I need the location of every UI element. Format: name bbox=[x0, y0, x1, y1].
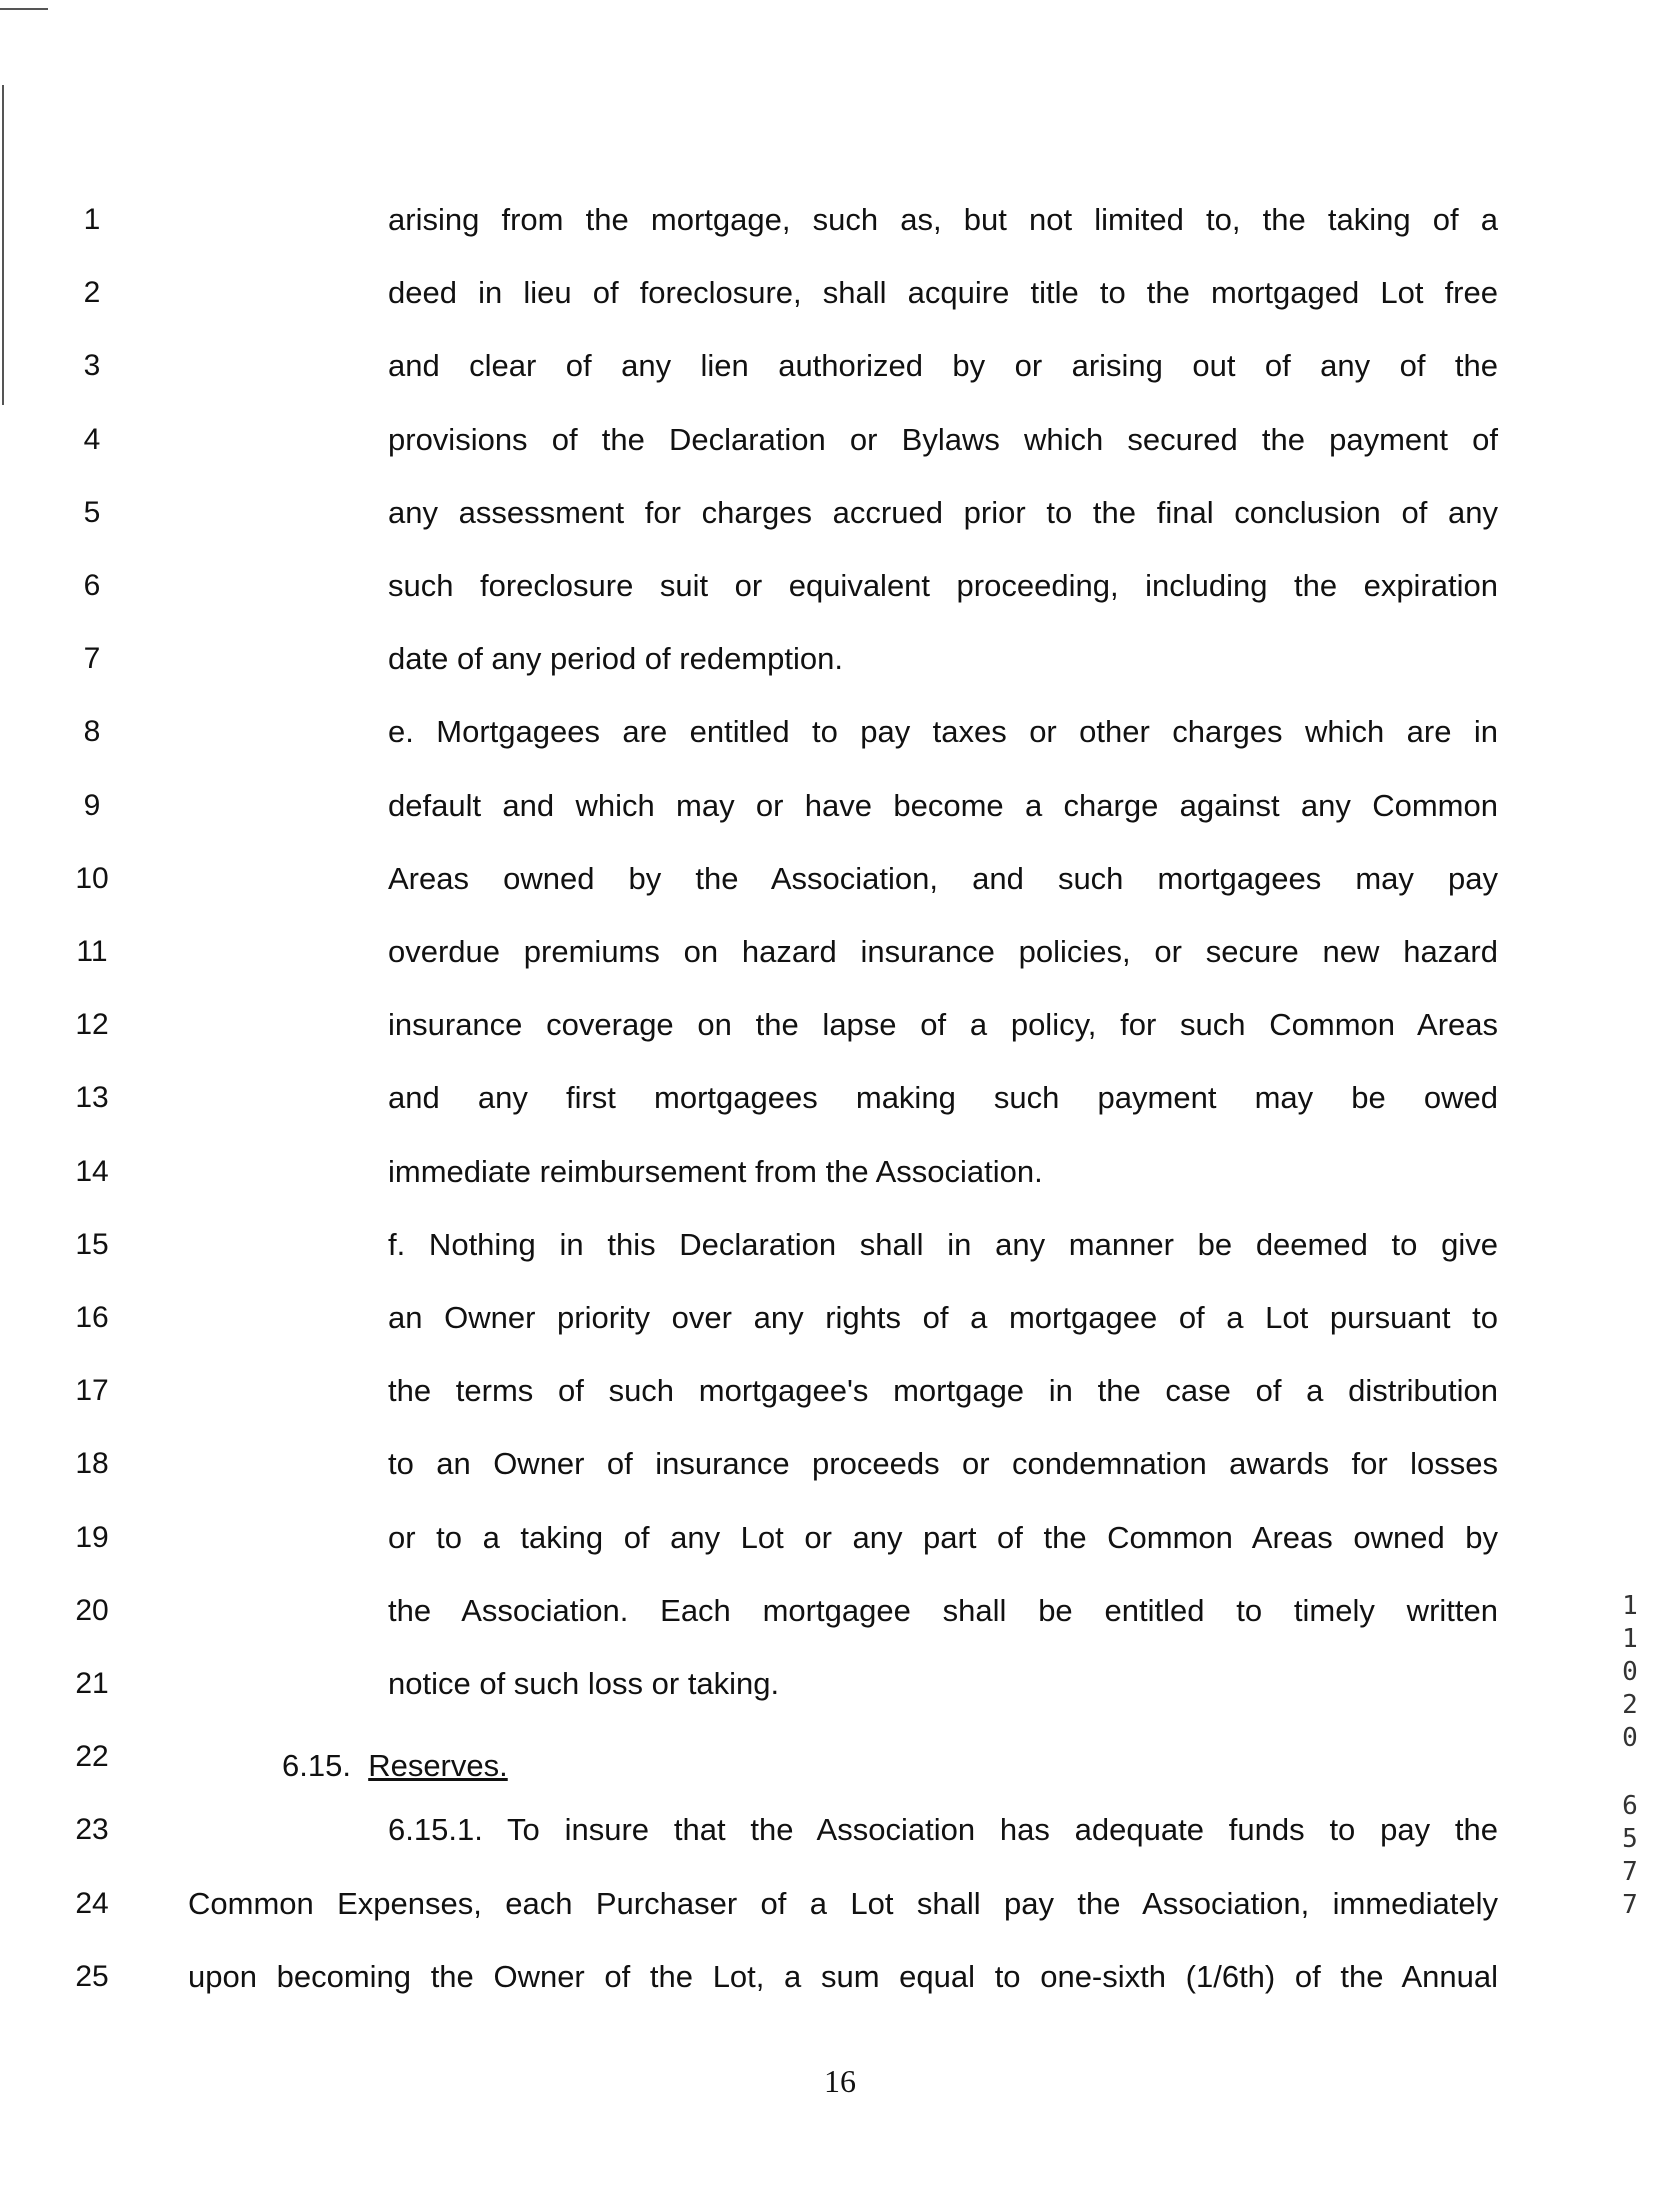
margin-line bbox=[2, 85, 4, 405]
text-line: an Owner priority over any rights of a mortgagee of a Lot pursuant to bbox=[388, 1300, 1498, 1335]
text-line: 6.15.1. To insure that the Association has adequate funds to pay the bbox=[388, 1812, 1498, 1848]
recording-stamp-digit: 7 bbox=[1622, 1890, 1638, 1920]
line-number: 16 bbox=[75, 1301, 109, 1334]
recording-stamp-digit: 5 bbox=[1622, 1824, 1638, 1854]
line-number: 4 bbox=[83, 422, 101, 456]
section-heading bbox=[282, 1746, 508, 1786]
text-line: deed in lieu of foreclosure, shall acquire title to the mortgaged Lot free bbox=[388, 275, 1498, 311]
line-number: 7 bbox=[83, 642, 101, 676]
line-number: 18 bbox=[75, 1447, 109, 1481]
section-number: 6.15. bbox=[282, 1748, 351, 1783]
text-line: and any first mortgagees making such payment may be owed bbox=[388, 1080, 1498, 1116]
recording-stamp-digit: 1 bbox=[1622, 1624, 1638, 1654]
text-line: Common Expenses, each Purchaser of a Lot shall pay the Association, immediately bbox=[188, 1885, 1498, 1921]
line-number: 24 bbox=[75, 1886, 109, 1920]
text-line: notice of such loss or taking. bbox=[388, 1666, 780, 1701]
section-title: Reserves. bbox=[368, 1748, 508, 1783]
text-line: Areas owned by the Association, and such mortgagees may pay bbox=[388, 860, 1498, 896]
line-number: 3 bbox=[83, 349, 101, 383]
line-number: 20 bbox=[75, 1593, 109, 1627]
text-line: f. Nothing in this Declaration shall in any manner be deemed to give bbox=[388, 1226, 1498, 1262]
text-line: insurance coverage on the lapse of a policy, for such Common Areas bbox=[388, 1007, 1498, 1043]
text-line: arising from the mortgage, such as, but not limited to, the taking of a bbox=[388, 202, 1498, 237]
line-number: 9 bbox=[83, 788, 101, 822]
line-number: 8 bbox=[83, 715, 101, 749]
text-line: the Association. Each mortgagee shall be entitled to timely written bbox=[388, 1592, 1498, 1628]
line-number: 22 bbox=[75, 1740, 109, 1774]
recording-stamp-digit: 6 bbox=[1622, 1791, 1638, 1821]
recording-stamp-digit: 0 bbox=[1622, 1723, 1638, 1753]
line-number: 2 bbox=[83, 276, 101, 310]
line-number: 11 bbox=[76, 935, 108, 968]
page-number: 16 bbox=[824, 2063, 856, 2099]
line-number: 5 bbox=[83, 495, 101, 529]
text-line: default and which may or have become a charge against any Common bbox=[388, 787, 1498, 823]
text-line: provisions of the Declaration or Bylaws which secured the payment of bbox=[388, 421, 1498, 457]
line-number: 13 bbox=[75, 1081, 109, 1115]
line-number: 25 bbox=[75, 1959, 109, 1993]
line-number: 10 bbox=[75, 861, 109, 895]
line-number: 19 bbox=[75, 1520, 109, 1554]
recording-stamp-digit: 1 bbox=[1622, 1591, 1638, 1621]
line-number: 12 bbox=[75, 1008, 109, 1042]
line-number: 21 bbox=[75, 1667, 109, 1700]
text-line: e. Mortgagees are entitled to pay taxes or other charges which are in bbox=[388, 714, 1498, 750]
line-number: 23 bbox=[75, 1813, 109, 1847]
text-line: overdue premiums on hazard insurance policies, or secure new hazard bbox=[388, 934, 1498, 969]
line-number: 1 bbox=[83, 203, 101, 236]
line-number: 17 bbox=[75, 1374, 109, 1408]
recording-stamp-digit: 7 bbox=[1622, 1857, 1638, 1887]
text-line: the terms of such mortgagee's mortgage in the case of a distribution bbox=[388, 1373, 1498, 1409]
recording-stamp-digit: 2 bbox=[1622, 1690, 1638, 1720]
text-line: date of any period of redemption. bbox=[388, 641, 843, 677]
text-line: immediate reimbursement from the Association. bbox=[388, 1153, 1043, 1189]
text-line: and clear of any lien authorized by or arising out of any of the bbox=[388, 348, 1498, 384]
scan-mark bbox=[0, 8, 48, 10]
text-line: or to a taking of any Lot or any part of the Common Areas owned by bbox=[388, 1519, 1498, 1555]
text-line: upon becoming the Owner of the Lot, a sum equal to one-sixth (1/6th) of the Annual bbox=[188, 1958, 1498, 1994]
line-number: 14 bbox=[75, 1154, 109, 1188]
line-number: 15 bbox=[75, 1227, 109, 1261]
line-number: 6 bbox=[83, 569, 101, 602]
text-line: such foreclosure suit or equivalent proceeding, including the expiration bbox=[388, 568, 1498, 603]
text-line: any assessment for charges accrued prior to the final conclusion of any bbox=[388, 494, 1498, 530]
text-line: to an Owner of insurance proceeds or condemnation awards for losses bbox=[388, 1446, 1498, 1482]
recording-stamp-digit: 0 bbox=[1622, 1657, 1638, 1687]
